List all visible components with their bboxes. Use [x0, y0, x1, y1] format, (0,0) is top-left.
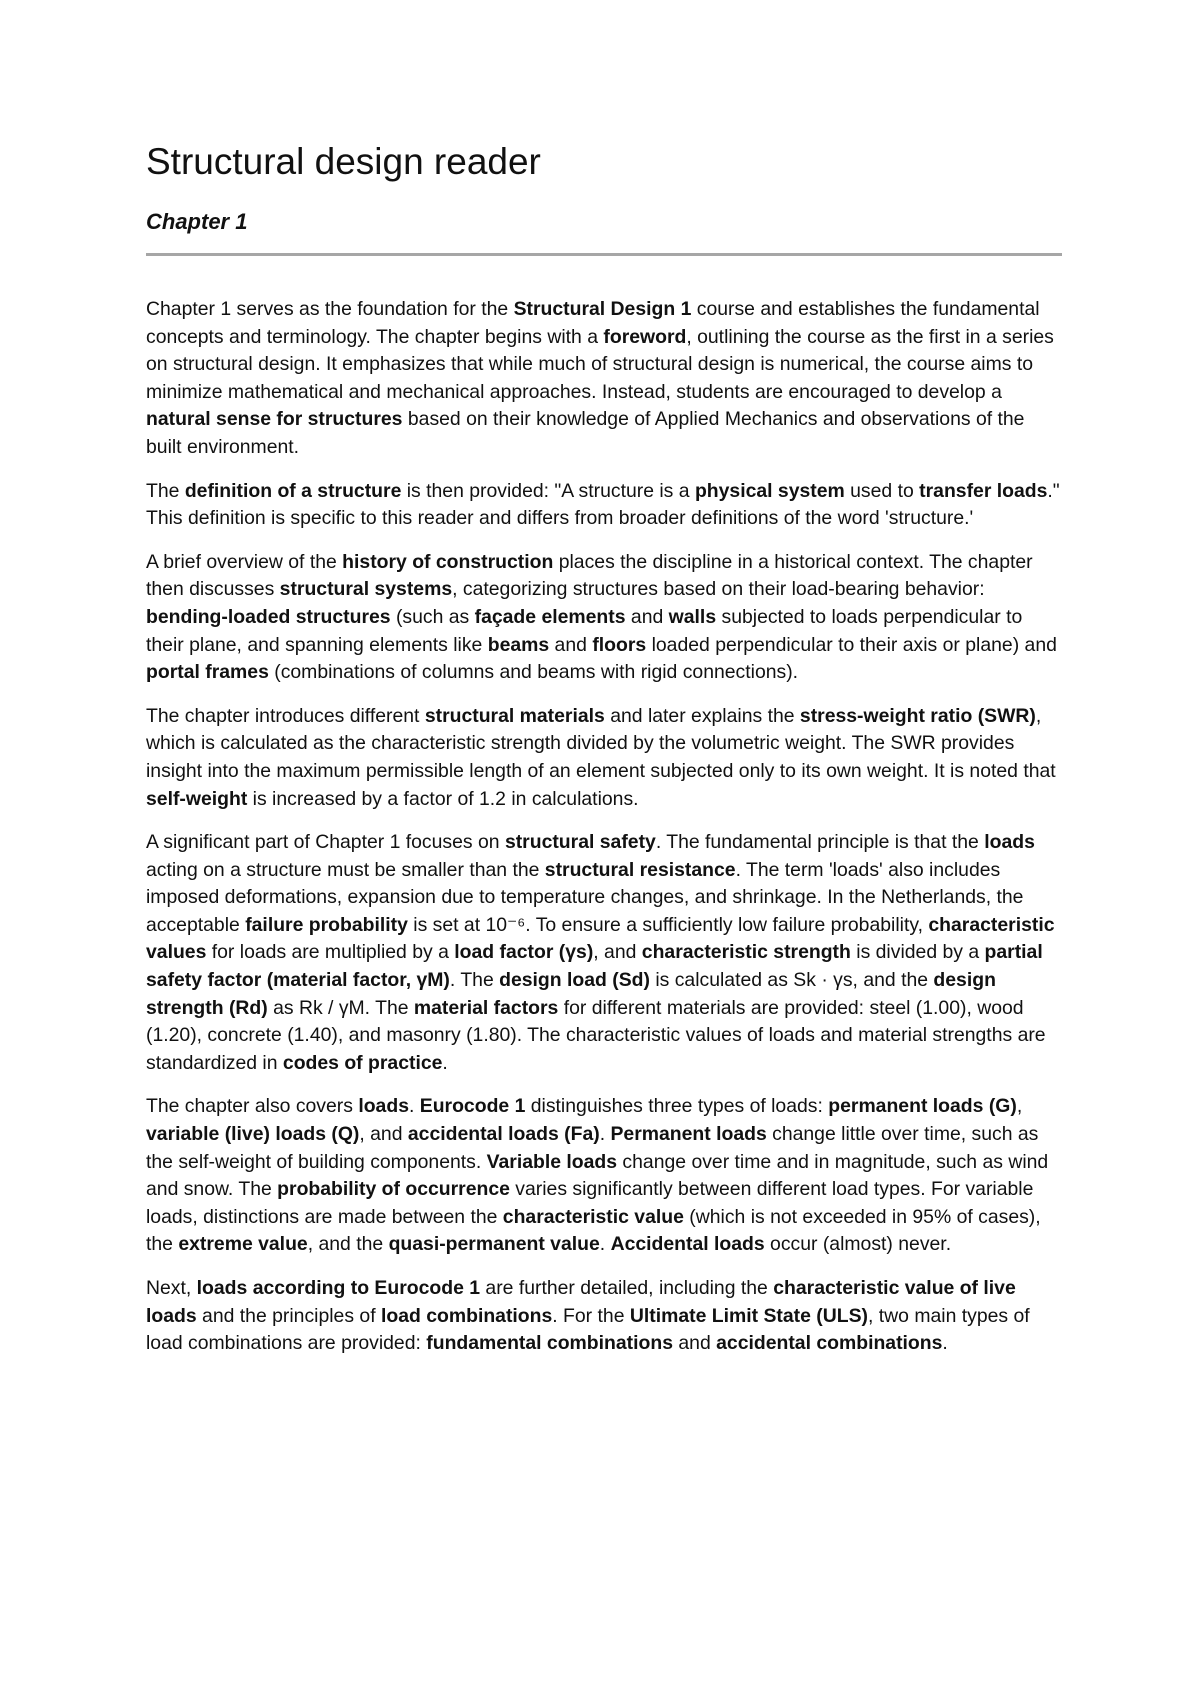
- bold-term: permanent loads (G): [828, 1095, 1017, 1118]
- text-run: loaded perpendicular to their axis or plane) and: [646, 633, 1057, 656]
- bold-term: partial safety factor (material factor, γM): [146, 941, 1043, 992]
- body-paragraph: [146, 296, 1062, 462]
- text-run: , which is calculated as the characteristic strength divided by the volumetric weight. The SWR provides insight into the maximum permissible length of an element subjected only to its own weight. It is noted that: [146, 704, 1056, 782]
- text-run: A significant part of Chapter 1 focuses on: [146, 831, 505, 854]
- bold-term: extreme value: [178, 1233, 308, 1256]
- bold-term: transfer loads: [919, 479, 1048, 502]
- bold-term: characteristic values: [146, 913, 1055, 964]
- body-paragraph: [146, 1275, 1062, 1358]
- bold-term: structural systems: [279, 578, 453, 601]
- text-run: for loads are multiplied by a: [206, 941, 455, 964]
- body-paragraph: [146, 703, 1062, 813]
- bold-term: accidental combinations: [716, 1332, 943, 1355]
- text-run: (such as: [390, 605, 475, 628]
- bold-term: codes of practice: [282, 1051, 443, 1074]
- bold-term: characteristic strength: [641, 941, 851, 964]
- text-run: course and establishes the fundamental concepts and terminology. The chapter begins with a: [146, 298, 1040, 348]
- bold-term: structural materials: [424, 704, 605, 727]
- body-paragraph: [146, 1093, 1062, 1259]
- text-run: , two main types of load combinations are provided:: [146, 1304, 1030, 1355]
- text-run: occur (almost) never.: [764, 1233, 952, 1256]
- text-run: .: [599, 1233, 611, 1256]
- text-run: .: [599, 1123, 611, 1146]
- bold-term: floors: [592, 633, 647, 656]
- chapter-subtitle: Chapter 1: [146, 209, 248, 234]
- text-run: . The: [449, 969, 500, 992]
- text-run: is set at 10⁻⁶. To ensure a sufficiently low failure probability,: [407, 913, 929, 936]
- text-run: acting on a structure must be smaller than the: [146, 858, 545, 881]
- bold-term: portal frames: [146, 661, 269, 684]
- text-run: used to: [844, 479, 920, 502]
- text-run: ." This definition is specific to this reader and differs from broader definitions of the word 'structure.': [146, 479, 1060, 530]
- bold-term: beams: [487, 633, 550, 656]
- bold-term: Ultimate Limit State (ULS): [629, 1304, 868, 1327]
- bold-term: structural safety: [504, 831, 656, 854]
- bold-term: Structural Design 1: [513, 298, 692, 320]
- text-run: is divided by a: [850, 941, 985, 964]
- bold-term: design load (Sd): [499, 969, 650, 992]
- text-run: for different materials are provided: steel (1.00), wood (1.20), concrete (1.40), and masonry (1.80). The characteristic values of loads and material strengths are standardized in: [146, 996, 1046, 1074]
- text-run: change over time and in magnitude, such as wind and snow. The: [146, 1150, 1049, 1201]
- bold-term: natural sense for structures: [146, 408, 403, 431]
- bold-term: loads according to Eurocode 1: [196, 1277, 481, 1299]
- text-run: and later explains the: [604, 704, 800, 727]
- text-run: and: [625, 605, 669, 628]
- bold-term: fundamental combinations: [426, 1332, 673, 1355]
- text-run: , and: [593, 941, 642, 964]
- bold-term: Eurocode 1: [419, 1095, 526, 1118]
- bold-term: definition of a structure: [184, 479, 402, 502]
- bold-term: self-weight: [146, 787, 248, 810]
- title-divider: [146, 253, 1062, 256]
- text-run: , and the: [307, 1233, 389, 1256]
- document-body: [146, 296, 1062, 1374]
- text-run: Next,: [146, 1277, 197, 1299]
- bold-term: walls: [668, 605, 717, 628]
- bold-term: history of construction: [342, 550, 554, 573]
- bold-term: foreword: [603, 325, 687, 348]
- bold-term: characteristic value of live loads: [146, 1277, 1016, 1327]
- bold-term: façade elements: [474, 605, 626, 628]
- text-run: is then provided: "A structure is a: [401, 479, 695, 502]
- body-paragraph: [146, 549, 1062, 687]
- text-run: subjected to loads perpendicular to their plane, and spanning elements like: [146, 605, 1023, 656]
- bold-term: loads: [984, 831, 1035, 854]
- text-run: .: [408, 1095, 420, 1118]
- text-run: distinguishes three types of loads:: [525, 1095, 829, 1118]
- text-run: , categorizing structures based on their load-bearing behavior:: [452, 578, 985, 601]
- bold-term: stress-weight ratio (SWR): [799, 704, 1036, 727]
- text-run: .: [942, 1332, 948, 1355]
- text-run: and the principles of: [196, 1304, 381, 1327]
- bold-term: quasi-permanent value: [388, 1233, 600, 1256]
- text-run: places the discipline in a historical context. The chapter then discusses: [146, 550, 1033, 601]
- bold-term: design strength (Rd): [146, 969, 996, 1019]
- body-paragraph: [146, 829, 1062, 1077]
- text-run: and: [672, 1332, 717, 1355]
- bold-term: Accidental loads: [610, 1233, 765, 1256]
- text-run: change little over time, such as the self-weight of building components.: [146, 1123, 1039, 1173]
- text-run: is calculated as Sk · γs, and the: [649, 969, 934, 992]
- text-run: , outlining the course as the first in a series on structural design. It emphasizes that while much of structural design is numerical, the course aims to minimize mathematical and mechanical approaches. Instead, students are encouraged to develop a: [146, 325, 1054, 403]
- body-paragraph: [146, 478, 1062, 533]
- bold-term: failure probability: [245, 913, 408, 936]
- text-run: .: [442, 1051, 448, 1074]
- bold-term: Variable loads: [486, 1150, 618, 1173]
- text-run: (which is not exceeded in 95% of cases), the: [146, 1205, 1041, 1256]
- bold-term: load combinations: [380, 1304, 553, 1327]
- text-run: . The fundamental principle is that the: [655, 831, 985, 854]
- bold-term: probability of occurrence: [277, 1178, 510, 1201]
- bold-term: loads: [358, 1095, 409, 1118]
- text-run: . For the: [552, 1304, 630, 1327]
- text-run: based on their knowledge of Applied Mechanics and observations of the built environment.: [146, 408, 1025, 458]
- bold-term: accidental loads (Fa): [407, 1123, 600, 1146]
- text-run: The chapter introduces different: [146, 704, 425, 727]
- bold-term: Permanent loads: [610, 1123, 767, 1146]
- text-run: are further detailed, including the: [480, 1277, 774, 1299]
- text-run: The: [146, 479, 185, 502]
- bold-term: variable (live) loads (Q): [146, 1123, 360, 1146]
- text-run: and: [549, 633, 593, 656]
- bold-term: material factors: [413, 996, 559, 1019]
- bold-term: physical system: [694, 479, 845, 502]
- document-title: Structural design reader: [146, 141, 541, 182]
- text-run: , and: [359, 1123, 408, 1146]
- text-run: ,: [1016, 1095, 1023, 1118]
- text-run: as Rk / γM. The: [267, 996, 414, 1019]
- bold-term: characteristic value: [502, 1205, 684, 1228]
- bold-term: bending-loaded structures: [146, 605, 391, 628]
- text-run: A brief overview of the: [146, 550, 343, 573]
- text-run: . The term 'loads' also includes imposed deformations, expansion due to temperature changes, and shrinkage. In the Netherlands, the acceptable: [146, 858, 1024, 936]
- text-run: (combinations of columns and beams with rigid connections).: [268, 661, 799, 684]
- text-run: Chapter 1 serves as the foundation for the: [146, 298, 514, 320]
- bold-term: load factor (γs): [454, 941, 594, 964]
- text-run: is increased by a factor of 1.2 in calculations.: [247, 787, 639, 810]
- text-run: varies significantly between different load types. For variable loads, distinctions are made between the: [146, 1178, 1034, 1228]
- text-run: The chapter also covers: [146, 1095, 359, 1118]
- bold-term: structural resistance: [544, 858, 736, 881]
